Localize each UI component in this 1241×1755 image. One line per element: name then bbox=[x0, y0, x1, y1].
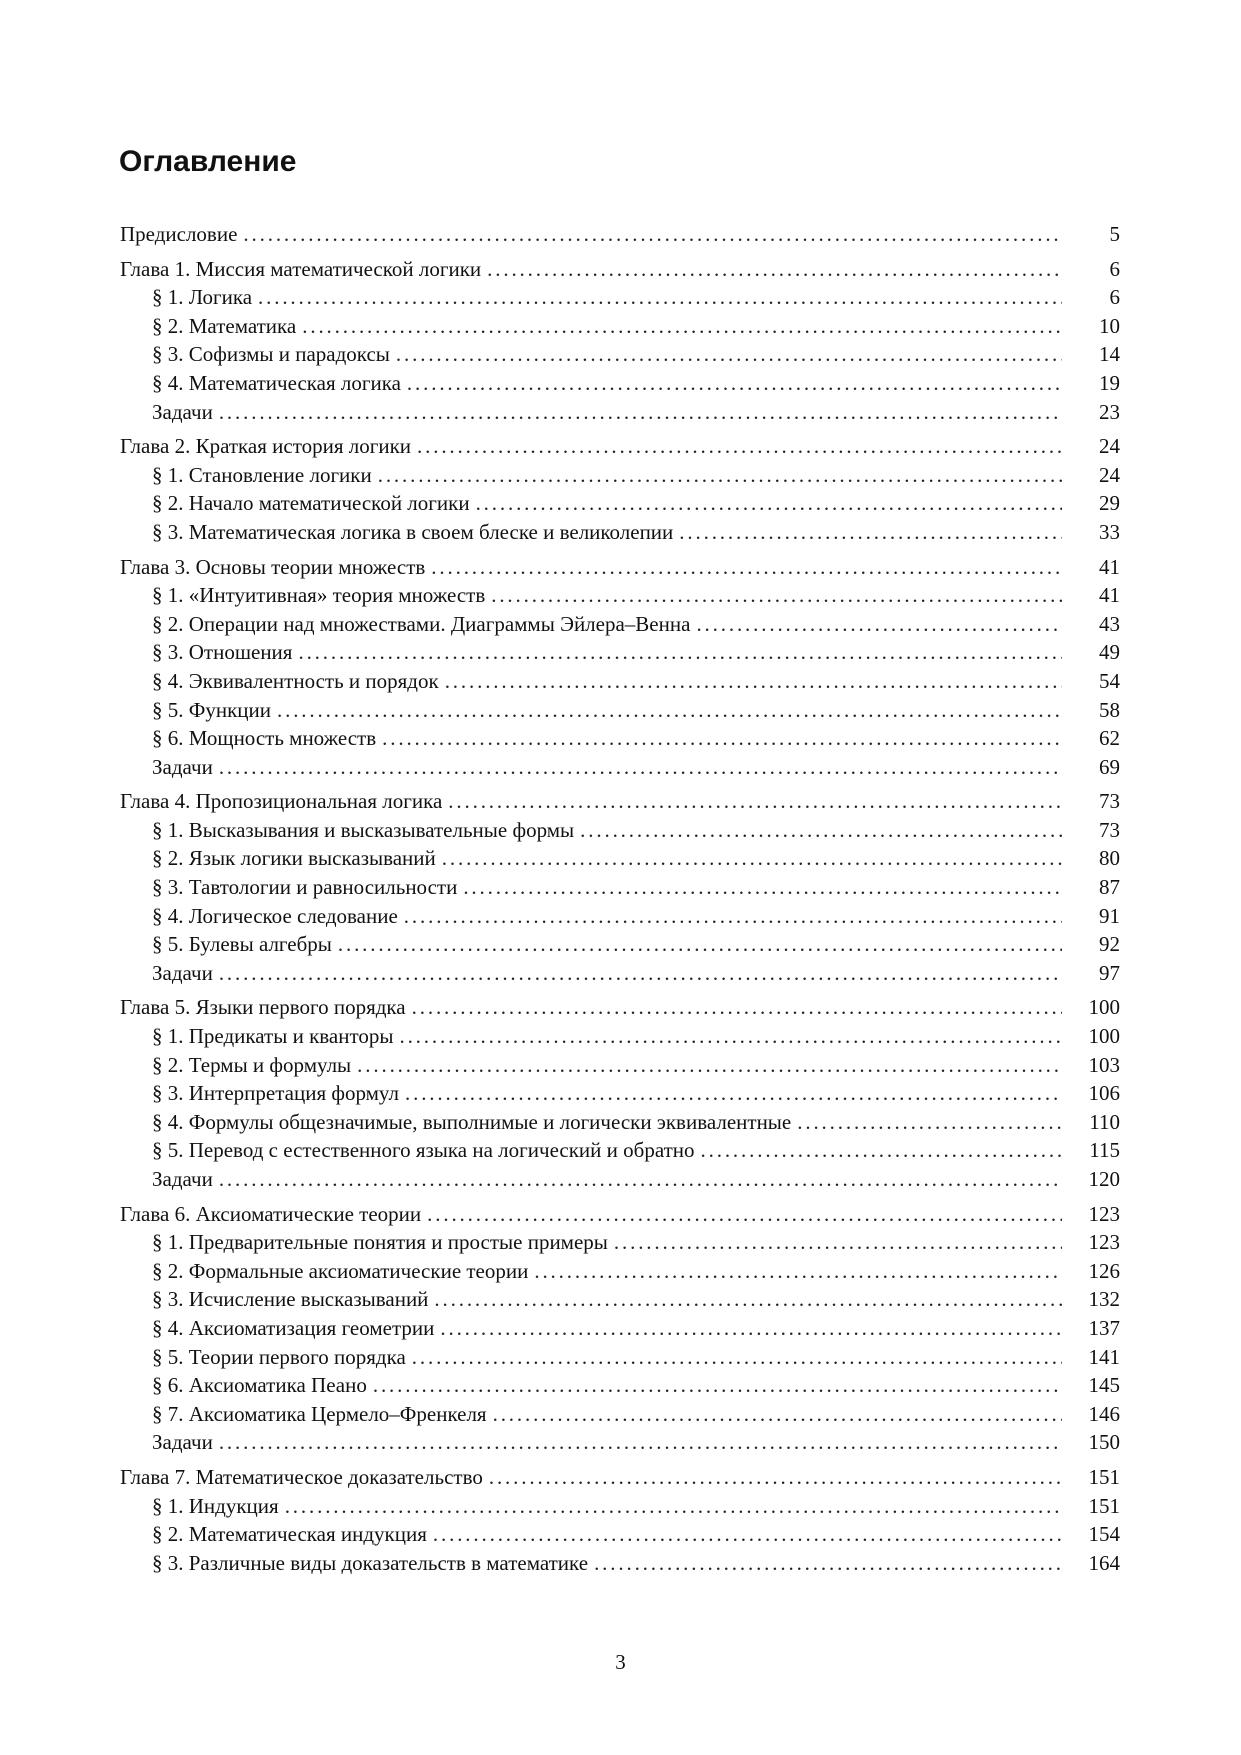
toc-group bbox=[120, 787, 1120, 987]
page-title: Оглавление bbox=[119, 145, 297, 178]
toc-page-number: 6 bbox=[1109, 285, 1120, 310]
toc-page-number: 154 bbox=[1088, 1522, 1120, 1547]
toc-page-number: 120 bbox=[1088, 1167, 1120, 1191]
toc-entry-title: § 1. Индукция bbox=[152, 1493, 279, 1518]
toc-entry[interactable] bbox=[120, 398, 1120, 427]
toc-group bbox=[120, 220, 1120, 249]
dot-leader bbox=[404, 902, 1062, 931]
toc-page-number: 91 bbox=[1099, 903, 1120, 928]
toc-group bbox=[120, 255, 1120, 427]
toc-entry-title: § 3. Математическая логика в своем блеске и великолепии bbox=[152, 519, 674, 544]
toc-page-number: 41 bbox=[1099, 583, 1120, 608]
dot-leader bbox=[373, 1371, 1062, 1400]
toc-entry[interactable] bbox=[120, 1165, 1120, 1194]
dot-leader bbox=[412, 1343, 1062, 1372]
dot-leader bbox=[580, 816, 1062, 845]
toc-chapter-entry[interactable] bbox=[120, 553, 1120, 582]
dot-leader bbox=[417, 432, 1062, 461]
dot-leader bbox=[277, 696, 1062, 725]
toc-chapter-entry[interactable] bbox=[120, 1200, 1120, 1229]
toc-entry[interactable] bbox=[120, 902, 1120, 931]
toc-entry[interactable] bbox=[120, 930, 1120, 959]
toc-entry-title: § 3. Различные виды доказательств в математике bbox=[152, 1550, 589, 1575]
toc-entry[interactable] bbox=[120, 667, 1120, 696]
dot-leader bbox=[219, 398, 1062, 427]
toc-page-number: 24 bbox=[1099, 462, 1120, 487]
dot-leader bbox=[493, 1400, 1062, 1429]
toc-entry-title: § 3. Интерпретация формул bbox=[152, 1081, 399, 1106]
toc-entry[interactable] bbox=[120, 1428, 1120, 1457]
toc-page-number: 97 bbox=[1099, 960, 1120, 985]
toc-entry-title: § 3. Исчисление высказываний bbox=[152, 1287, 429, 1312]
toc-entry-title: § 6. Аксиоматика Пеано bbox=[152, 1373, 367, 1398]
toc-entry[interactable] bbox=[120, 283, 1120, 312]
toc-page-number: 103 bbox=[1088, 1052, 1120, 1077]
dot-leader bbox=[448, 787, 1062, 816]
toc-entry[interactable] bbox=[120, 1108, 1120, 1137]
toc-entry-title: § 2. Начало математической логики bbox=[152, 491, 470, 516]
toc-entry[interactable] bbox=[120, 489, 1120, 518]
dot-leader bbox=[396, 340, 1062, 369]
dot-leader bbox=[487, 255, 1062, 284]
dot-leader bbox=[594, 1549, 1062, 1578]
toc-entry-title: § 4. Эквивалентность и порядок bbox=[152, 668, 439, 693]
toc-page-number: 43 bbox=[1099, 611, 1120, 636]
dot-leader bbox=[378, 461, 1062, 490]
toc-group bbox=[120, 1200, 1120, 1457]
dot-leader bbox=[302, 312, 1062, 341]
toc-entry-title: Глава 4. Пропозициональная логика bbox=[120, 789, 443, 814]
toc-page-number: 62 bbox=[1099, 726, 1120, 751]
toc-page-number: 73 bbox=[1099, 789, 1120, 814]
dot-leader bbox=[382, 724, 1062, 753]
toc-entry-title: § 5. Перевод с естественного языка на логический и обратно bbox=[152, 1138, 695, 1163]
toc-entry-title: Задачи bbox=[152, 754, 213, 779]
toc-entry[interactable] bbox=[120, 1400, 1120, 1429]
toc-entry-title: § 5. Теории первого порядка bbox=[152, 1344, 406, 1369]
toc-entry[interactable] bbox=[120, 1520, 1120, 1549]
toc-page-number: 5 bbox=[1109, 222, 1120, 246]
toc-chapter-entry[interactable] bbox=[120, 432, 1120, 461]
dot-leader bbox=[434, 1285, 1062, 1314]
toc-page-number: 150 bbox=[1088, 1430, 1120, 1455]
toc-entry-title: § 1. Предикаты и кванторы bbox=[152, 1024, 394, 1049]
dot-leader bbox=[405, 1079, 1062, 1108]
toc-entry[interactable] bbox=[120, 369, 1120, 398]
toc-entry[interactable] bbox=[120, 1492, 1120, 1521]
dot-leader bbox=[219, 1428, 1062, 1457]
toc-entry[interactable] bbox=[120, 461, 1120, 490]
toc-page-number: 151 bbox=[1088, 1464, 1120, 1489]
toc-entry[interactable] bbox=[120, 1228, 1120, 1257]
toc-group bbox=[120, 432, 1120, 546]
toc-page-number: 23 bbox=[1099, 399, 1120, 424]
toc-entry-title: Глава 3. Основы теории множеств bbox=[120, 554, 426, 579]
dot-leader bbox=[614, 1228, 1062, 1257]
dot-leader bbox=[357, 1051, 1062, 1080]
toc-entry-title: § 2. Язык логики высказываний bbox=[152, 846, 436, 871]
toc-entry[interactable] bbox=[120, 1343, 1120, 1372]
toc-group bbox=[120, 553, 1120, 782]
dot-leader bbox=[489, 1463, 1062, 1492]
toc-entry[interactable] bbox=[120, 610, 1120, 639]
toc-entry[interactable] bbox=[120, 753, 1120, 782]
toc-entry-title: § 4. Аксиоматизация геометрии bbox=[152, 1315, 435, 1340]
toc-page-number: 126 bbox=[1088, 1258, 1120, 1283]
toc-page-number: 49 bbox=[1099, 640, 1120, 665]
dot-leader bbox=[476, 489, 1062, 518]
toc-entry-title: Глава 1. Миссия математической логики bbox=[120, 256, 482, 281]
toc-entry-title: § 2. Операции над множествами. Диаграммы Эйлера–Венна bbox=[152, 611, 691, 636]
toc-entry-title: Глава 5. Языки первого порядка bbox=[120, 995, 406, 1020]
toc-entry-title: § 4. Математическая логика bbox=[152, 370, 401, 395]
toc-page-number: 123 bbox=[1088, 1230, 1120, 1255]
dot-leader bbox=[219, 959, 1062, 988]
dot-leader bbox=[442, 844, 1062, 873]
toc-chapter-entry[interactable] bbox=[120, 993, 1120, 1022]
toc-entry[interactable] bbox=[120, 1549, 1120, 1578]
toc-entry[interactable] bbox=[120, 1022, 1120, 1051]
dot-leader bbox=[696, 610, 1062, 639]
toc-group bbox=[120, 1463, 1120, 1577]
toc-entry[interactable] bbox=[120, 1136, 1120, 1165]
toc-entry-title: § 1. Логика bbox=[152, 285, 253, 310]
toc-entry[interactable] bbox=[120, 816, 1120, 845]
toc-entry-title: Задачи bbox=[152, 399, 213, 424]
toc-entry-title: § 3. Тавтологии и равносильности bbox=[152, 875, 458, 900]
toc-page-number: 164 bbox=[1088, 1550, 1120, 1575]
dot-leader bbox=[285, 1492, 1062, 1521]
toc-entry-title: Предисловие bbox=[120, 222, 238, 246]
dot-leader bbox=[431, 553, 1062, 582]
toc-page-number: 73 bbox=[1099, 817, 1120, 842]
dot-leader bbox=[298, 638, 1062, 667]
toc-entry-title: § 1. Высказывания и высказывательные формы bbox=[152, 817, 575, 842]
toc-entry-title: § 2. Формальные аксиоматические теории bbox=[152, 1258, 529, 1283]
toc-page-number: 100 bbox=[1088, 1024, 1120, 1049]
toc-entry-title: § 1. «Интуитивная» теория множеств bbox=[152, 583, 486, 608]
toc-entry-title: § 4. Логическое следование bbox=[152, 903, 398, 928]
dot-leader bbox=[219, 753, 1062, 782]
toc-entry[interactable] bbox=[120, 1371, 1120, 1400]
toc-page-number: 10 bbox=[1099, 313, 1120, 338]
toc-page-number: 106 bbox=[1088, 1081, 1120, 1106]
dot-leader bbox=[445, 667, 1062, 696]
toc-chapter-entry[interactable] bbox=[120, 255, 1120, 284]
dot-leader bbox=[412, 993, 1062, 1022]
toc-entry[interactable] bbox=[120, 873, 1120, 902]
toc-entry[interactable] bbox=[120, 1285, 1120, 1314]
dot-leader bbox=[258, 283, 1062, 312]
dot-leader bbox=[463, 873, 1062, 902]
toc-entry[interactable] bbox=[120, 312, 1120, 341]
dot-leader bbox=[407, 369, 1062, 398]
toc-entry-title: § 2. Математика bbox=[152, 313, 297, 338]
toc-chapter-entry[interactable] bbox=[120, 220, 1120, 249]
toc-entry[interactable] bbox=[120, 1314, 1120, 1343]
toc-entry[interactable] bbox=[120, 696, 1120, 725]
dot-leader bbox=[219, 1165, 1062, 1194]
toc-entry-title: Задачи bbox=[152, 1430, 213, 1455]
dot-leader bbox=[797, 1108, 1062, 1137]
toc-entry-title: § 1. Становление логики bbox=[152, 462, 372, 487]
toc-page-number: 69 bbox=[1099, 754, 1120, 779]
toc-page-number: 115 bbox=[1089, 1138, 1120, 1163]
toc-entry-title: § 4. Формулы общезначимые, выполнимые и логически эквивалентные bbox=[152, 1109, 792, 1134]
toc-page-number: 92 bbox=[1099, 932, 1120, 957]
toc-group bbox=[120, 993, 1120, 1193]
toc-page-number: 41 bbox=[1099, 554, 1120, 579]
toc-page-number: 145 bbox=[1088, 1373, 1120, 1398]
toc-entry-title: Задачи bbox=[152, 1167, 213, 1191]
toc-entry[interactable] bbox=[120, 1079, 1120, 1108]
toc-chapter-entry[interactable] bbox=[120, 787, 1120, 816]
toc-entry-title: Глава 2. Краткая история логики bbox=[120, 434, 412, 459]
toc-page-number: 29 bbox=[1099, 491, 1120, 516]
table-of-contents bbox=[120, 220, 1120, 1583]
toc-entry-title: § 5. Функции bbox=[152, 697, 271, 722]
toc-page-number: 19 bbox=[1099, 370, 1120, 395]
toc-page-number: 141 bbox=[1088, 1344, 1120, 1369]
toc-entry[interactable] bbox=[120, 638, 1120, 667]
toc-page-number: 87 bbox=[1099, 875, 1120, 900]
toc-page-number: 100 bbox=[1088, 995, 1120, 1020]
toc-entry-title: Задачи bbox=[152, 960, 213, 985]
toc-page-number: 123 bbox=[1088, 1201, 1120, 1226]
toc-entry-title: Глава 6. Аксиоматические теории bbox=[120, 1201, 422, 1226]
toc-entry-title: Глава 7. Математическое доказательство bbox=[120, 1464, 483, 1489]
dot-leader bbox=[491, 581, 1062, 610]
dot-leader bbox=[243, 220, 1062, 249]
toc-page-number: 58 bbox=[1099, 697, 1120, 722]
toc-page-number: 33 bbox=[1099, 519, 1120, 544]
toc-entry-title: § 2. Математическая индукция bbox=[152, 1522, 427, 1547]
toc-entry[interactable] bbox=[120, 518, 1120, 547]
toc-page-number: 110 bbox=[1089, 1109, 1120, 1134]
toc-entry-title: § 2. Термы и формулы bbox=[152, 1052, 352, 1077]
dot-leader bbox=[399, 1022, 1062, 1051]
toc-page-number: 54 bbox=[1099, 668, 1120, 693]
toc-entry[interactable] bbox=[120, 959, 1120, 988]
dot-leader bbox=[427, 1200, 1062, 1229]
toc-page-number: 146 bbox=[1088, 1401, 1120, 1426]
toc-entry[interactable] bbox=[120, 1257, 1120, 1286]
toc-page-number: 80 bbox=[1099, 846, 1120, 871]
dot-leader bbox=[679, 518, 1062, 547]
toc-entry-title: § 7. Аксиоматика Цермело–Френкеля bbox=[152, 1401, 487, 1426]
dot-leader bbox=[701, 1136, 1062, 1165]
toc-entry[interactable] bbox=[120, 1051, 1120, 1080]
toc-entry-title: § 3. Софизмы и парадоксы bbox=[152, 342, 390, 367]
toc-page-number: 132 bbox=[1088, 1287, 1120, 1312]
toc-page-number: 6 bbox=[1109, 256, 1120, 281]
toc-entry-title: § 3. Отношения bbox=[152, 640, 293, 665]
toc-page-number: 151 bbox=[1088, 1493, 1120, 1518]
toc-entry-title: § 1. Предварительные понятия и простые примеры bbox=[152, 1230, 608, 1255]
toc-entry-title: § 5. Булевы алгебры bbox=[152, 932, 332, 957]
toc-page-number: 137 bbox=[1088, 1315, 1120, 1340]
dot-leader bbox=[440, 1314, 1062, 1343]
dot-leader bbox=[534, 1257, 1062, 1286]
toc-entry[interactable] bbox=[120, 340, 1120, 369]
toc-chapter-entry[interactable] bbox=[120, 1463, 1120, 1492]
toc-entry[interactable] bbox=[120, 581, 1120, 610]
toc-entry[interactable] bbox=[120, 724, 1120, 753]
toc-entry[interactable] bbox=[120, 844, 1120, 873]
page-number: 3 bbox=[615, 1650, 626, 1674]
toc-page-number: 24 bbox=[1099, 434, 1120, 459]
toc-entry-title: § 6. Мощность множеств bbox=[152, 726, 377, 751]
dot-leader bbox=[338, 930, 1062, 959]
dot-leader bbox=[433, 1520, 1062, 1549]
toc-page-number: 14 bbox=[1099, 342, 1120, 367]
